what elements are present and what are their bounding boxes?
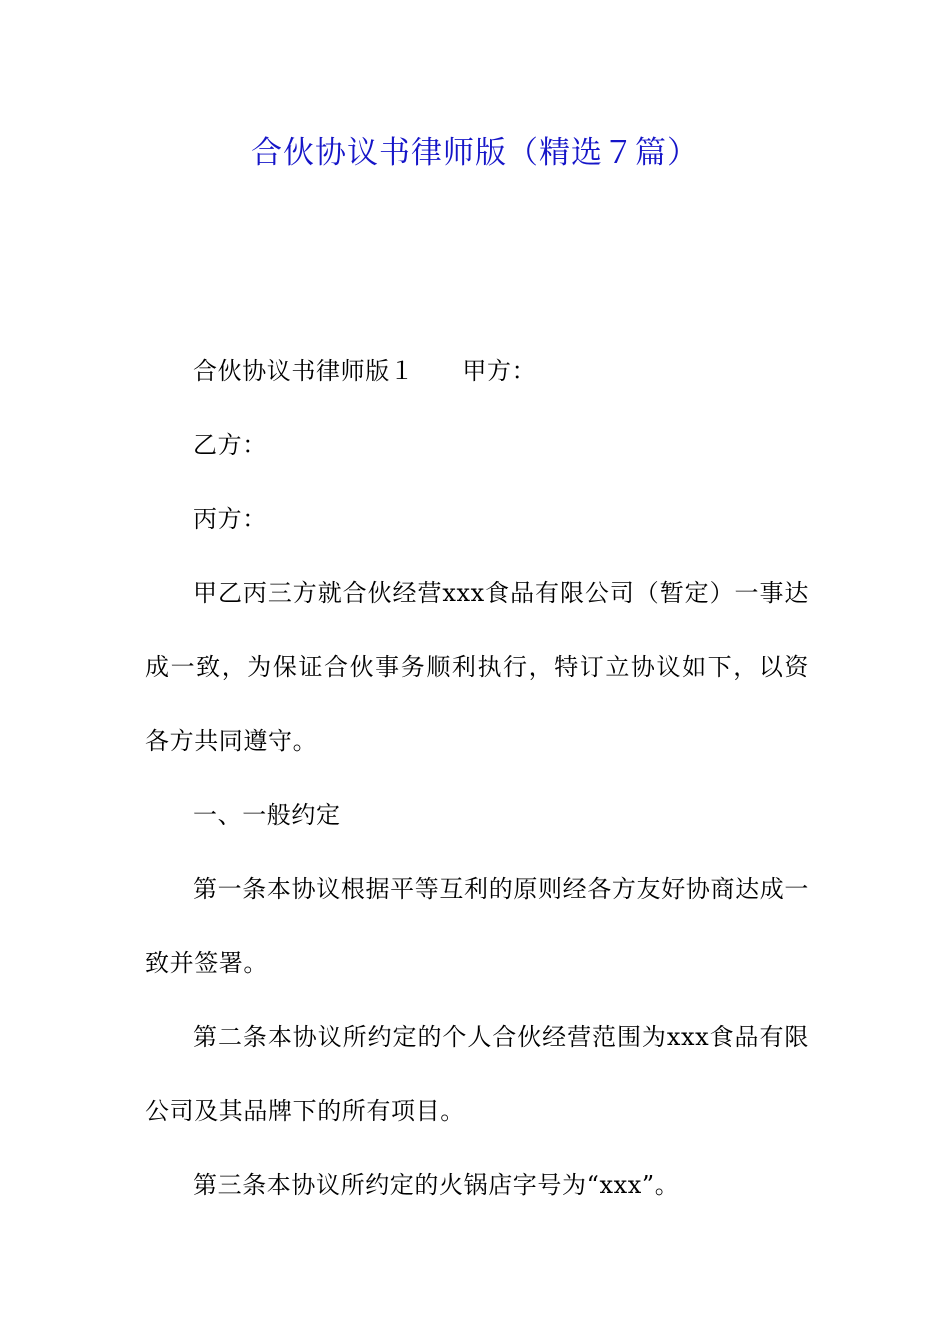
article-1: 第一条本协议根据平等互利的原则经各方友好协商达成一致并签署。 — [145, 875, 809, 977]
party-b-label: 乙方： — [193, 431, 267, 459]
document-body — [145, 334, 809, 1222]
document-title: 合伙协议书律师版（精选７篇） — [251, 135, 699, 171]
article-2: 第二条本协议所约定的个人合伙经营范围为xxx食品有限公司及其品牌下的所有项目。 — [145, 1023, 809, 1125]
section-heading: 合伙协议书律师版１ — [193, 357, 415, 385]
party-c-label: 丙方： — [193, 505, 267, 533]
paragraph-intro: 甲乙丙三方就合伙经营xxx食品有限公司（暂定）一事达成一致，为保证合伙事务顺利执行，特订立协议如下，以资各方共同遵守。 — [145, 579, 809, 755]
article-3: 第三条本协议所约定的火锅店字号为“xxx”。 — [193, 1171, 680, 1199]
party-a-label: 甲方： — [462, 357, 537, 385]
section-general: 一、一般约定 — [193, 801, 341, 829]
paragraph-heading — [145, 334, 809, 408]
